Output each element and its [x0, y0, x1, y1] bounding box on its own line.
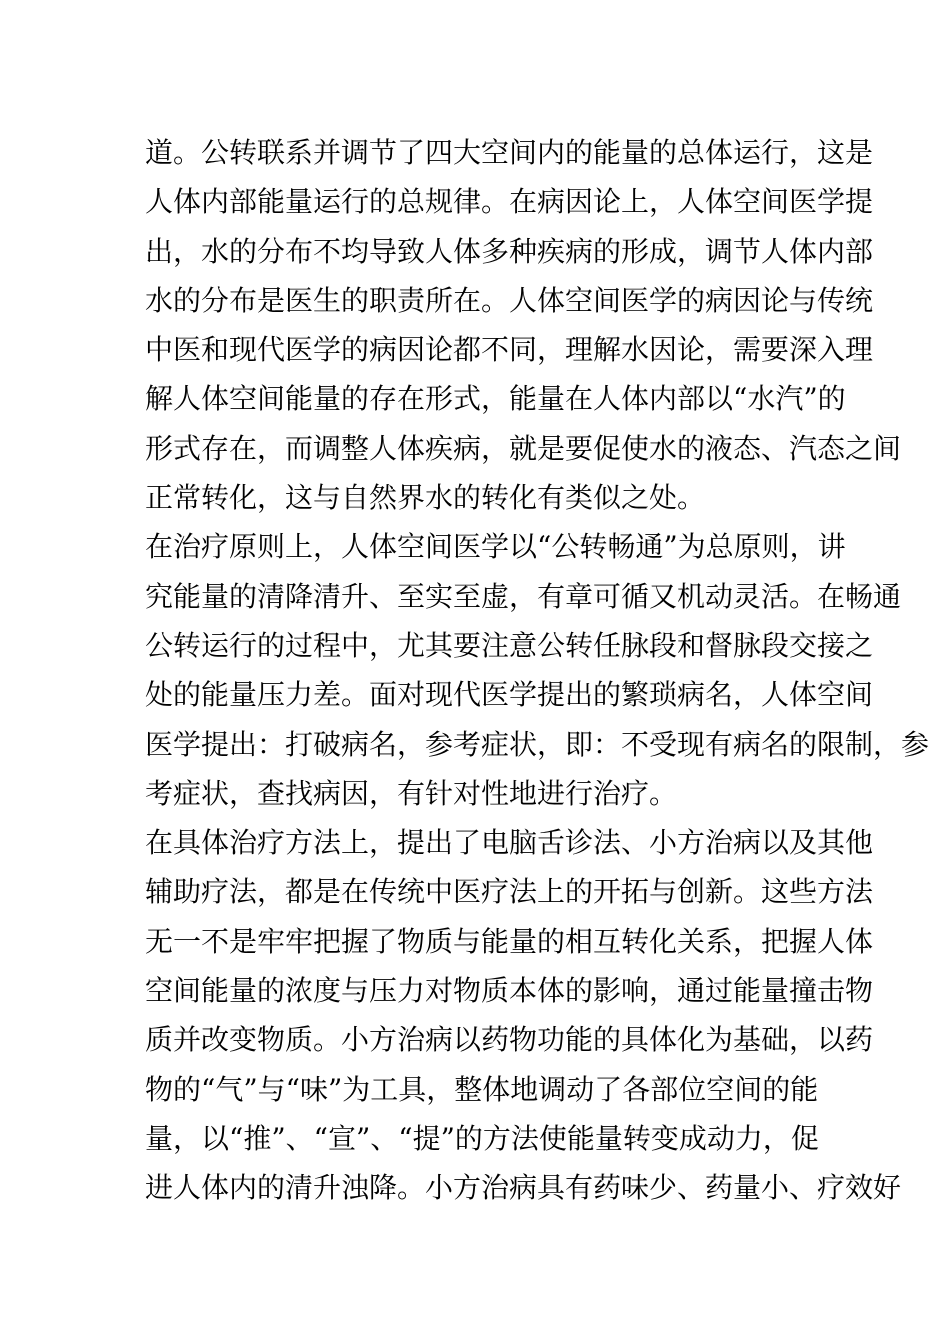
text-line: 医学提出：打破病名，参考症状，即：不受现有病名的限制，参 — [145, 727, 930, 761]
text-line: 解人体空间能量的存在形式，能量在人体内部以“水汽”的 — [145, 382, 846, 416]
text-line: 处的能量压力差。面对现代医学提出的繁琐病名，人体空间 — [145, 678, 874, 712]
text-line: 出，水的分布不均导致人体多种疾病的形成，调节人体内部 — [145, 234, 874, 268]
text-line: 考症状，查找病因，有针对性地进行治疗。 — [145, 776, 678, 810]
paragraph-1 — [145, 128, 902, 522]
text-line: 物的“气”与“味”为工具，整体地调动了各部位空间的能 — [145, 1072, 819, 1106]
text-line: 量，以“推”、“宣”、“提”的方法使能量转变成动力，促 — [145, 1121, 819, 1155]
text-line: 道。公转联系并调节了四大空间内的能量的总体运行，这是 — [145, 136, 874, 169]
body-text — [145, 128, 930, 1213]
text-line: 进人体内的清升浊降。小方治病具有药味少、药量小、疗效好 — [145, 1171, 902, 1205]
text-line: 正常转化，这与自然界水的转化有类似之处。 — [145, 481, 706, 515]
paragraph-3 — [145, 818, 902, 1212]
text-line: 质并改变物质。小方治病以药物功能的具体化为基础，以药 — [145, 1023, 874, 1057]
text-line: 究能量的清降清升、至实至虚，有章可循又机动灵活。在畅通 — [145, 579, 902, 613]
paragraph-2 — [145, 522, 930, 818]
text-line: 形式存在，而调整人体疾病，就是要促使水的液态、汽态之间 — [145, 431, 902, 465]
text-line: 中医和现代医学的病因论都不同，理解水因论，需要深入理 — [145, 333, 874, 367]
text-line: 无一不是牢牢把握了物质与能量的相互转化关系，把握人体 — [145, 924, 874, 958]
text-line: 空间能量的浓度与压力对物质本体的影响，通过能量撞击物 — [145, 974, 874, 1008]
text-line: 在具体治疗方法上，提出了电脑舌诊法、小方治病以及其他 — [145, 826, 874, 860]
text-line: 水的分布是医生的职责所在。人体空间医学的病因论与传统 — [145, 283, 874, 317]
text-line: 辅助疗法，都是在传统中医疗法上的开拓与创新。这些方法 — [145, 875, 874, 909]
text-line: 人体内部能量运行的总规律。在病因论上，人体空间医学提 — [145, 185, 874, 219]
text-line: 公转运行的过程中，尤其要注意公转任脉段和督脉段交接之 — [145, 628, 874, 662]
text-line: 在治疗原则上，人体空间医学以“公转畅通”为总原则，讲 — [145, 530, 846, 564]
